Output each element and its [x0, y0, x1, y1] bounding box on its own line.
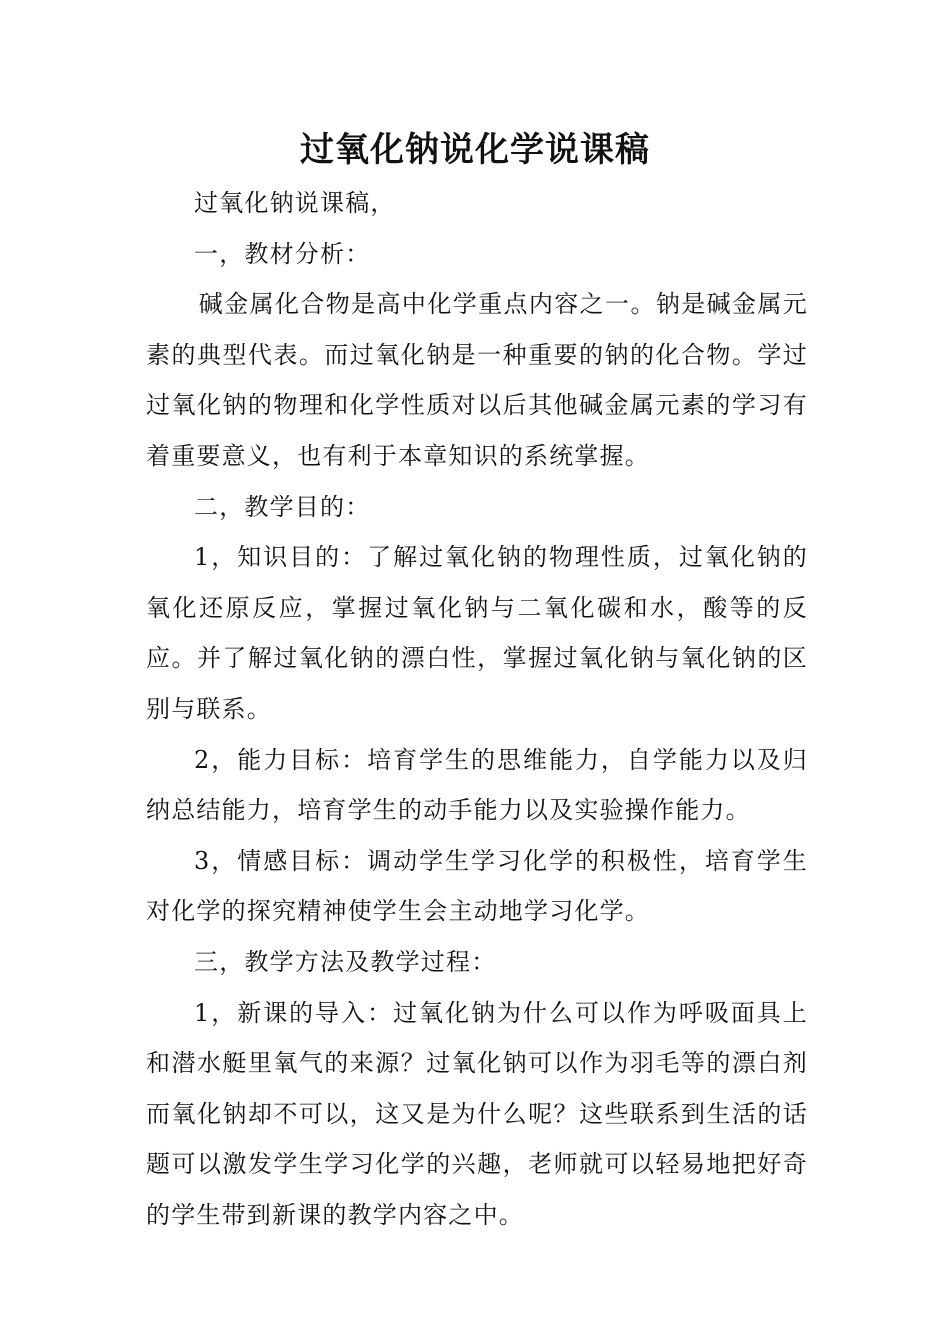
paragraph-lesson-intro: 1，新课的导入：过氧化钠为什么可以作为呼吸面具上和潜水艇里氧气的来源？过氧化钠可以作为羽毛等的漂白剂而氧化钠却不可以，这又是为什么呢？这些联系到生活的话题可以激发学生学习化学的兴趣，老师就可以轻易地把好奇的学生带到新课的教学内容之中。	[146, 998, 808, 1229]
paragraph-ability-goal: 2，能力目标：培育学生的思维能力，自学能力以及归纳总结能力，培育学生的动手能力以及实验操作能力。	[146, 745, 808, 825]
paragraph-knowledge-goal: 1，知识目的：了解过氧化钠的物理性质，过氧化钠的氧化还原反应，掌握过氧化钠与二氧化碳和水，酸等的反应。并了解过氧化钠的漂白性，掌握过氧化钠与氧化钠的区别与联系。	[146, 543, 808, 723]
heading-teaching-goals: 二，教学目的：	[194, 492, 371, 521]
document-body	[146, 178, 808, 1240]
paragraph-textbook-analysis: 碱金属化合物是高中化学重点内容之一。钠是碱金属元素的典型代表。而过氧化钠是一种重要的钠的化合物。学过过氧化钠的物理和化学性质对以后其他碱金属元素的学习有着重要意义，也有利于本章知识的系统掌握。	[146, 290, 808, 470]
heading-teaching-methods: 三，教学方法及教学过程：	[194, 947, 497, 976]
paragraph-emotion-goal: 3，情感目标：调动学生学习化学的积极性，培育学生对化学的探究精神使学生会主动地学习化学。	[146, 846, 808, 926]
paragraph-intro: 过氧化钠说课稿，	[194, 189, 396, 217]
document-title: 过氧化钠说化学说课稿	[300, 130, 650, 170]
heading-textbook-analysis: 一，教材分析：	[194, 239, 371, 268]
